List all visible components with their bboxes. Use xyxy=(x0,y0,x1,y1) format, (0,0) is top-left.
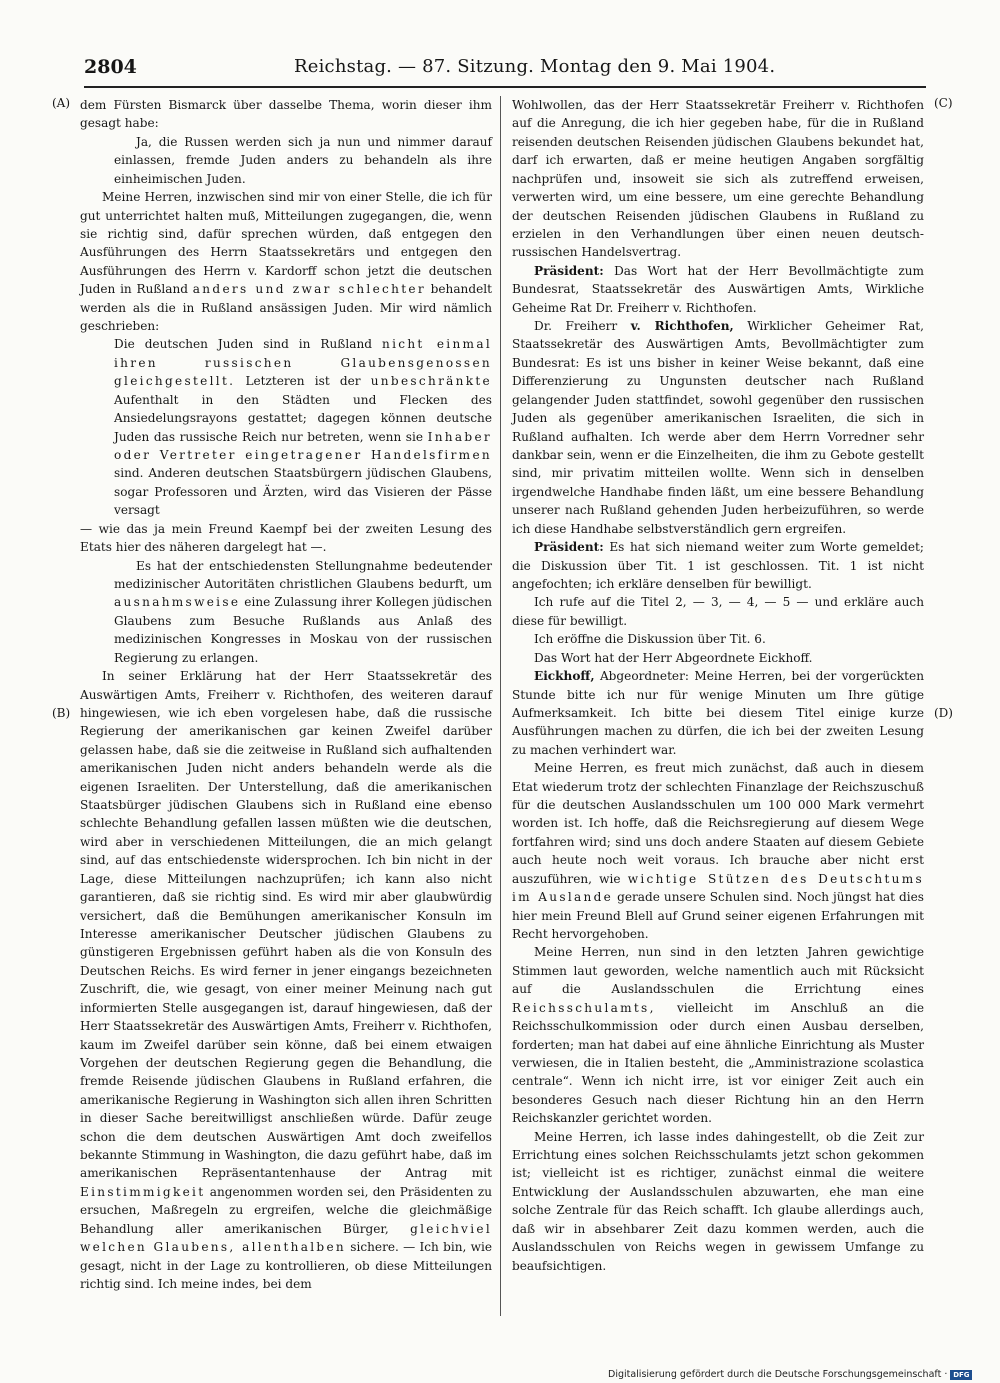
paragraph: Meine Herren, es freut mich zunächst, daß auch in diesem Etat wiederum trotz der schlechten Finanzlage der Reichszuschuß für die deutschen Auslandsschulen um 100 000 Mark vermehrt worden ist. Ich hoffe, daß die Reichsregierung auf diesem Wege fortfahren wird; sind uns doch andere Staaten auf diesem Gebiete auch heute noch weit voraus. Ich brauche aber nicht erst auszuführen, wie wichtige Stützen des Deutschtums im Auslande gerade unsere Schulen sind. Noch jüngst hat dies hier mein Freund Blell auf Grund seiner eigenen Erfahrungen mit Recht hervorgehoben. xyxy=(512,761,924,941)
margin-mark-a: (A) xyxy=(52,96,71,110)
left-column xyxy=(80,96,492,1293)
emphasis: unbeschränkte xyxy=(370,374,492,389)
column-divider xyxy=(500,96,501,1316)
margin-mark-b: (B) xyxy=(52,706,71,720)
paragraph: Präsident: Es hat sich niemand weiter zum Worte gemeldet; die Diskussion über Tit. 1 ist geschlossen. Tit. 1 ist nicht angefochten; ich erkläre denselben für bewilligt. xyxy=(512,540,924,591)
paragraph: Präsident: Das Wort hat der Herr Bevollmächtigte zum Bundesrat, Staatssekretär des Auswärtigen Amts, Wirkliche Geheime Rat Dr. Freiherr v. Richthofen. xyxy=(512,263,924,315)
speaker-name: Präsident: xyxy=(534,540,604,555)
paragraph: Das Wort hat der Herr Abgeordnete Eickhoff. xyxy=(534,650,813,665)
dfg-logo-icon: DFG xyxy=(950,1370,972,1380)
paragraph: Ich eröffne die Diskussion über Tit. 6. xyxy=(534,632,766,647)
margin-mark-c: (C) xyxy=(934,96,953,110)
running-head: Reichstag. — 87. Sitzung. Montag den 9. Mai 1904. xyxy=(294,56,776,77)
quotation: Die deutschen Juden sind in Rußland nicht einmal ihren russischen Glaubensgenossen gleichgestellt. Letzteren ist der unbeschränkte Aufenthalt in den Städten und Flecken des Ansiedelungsrayons gestattet; dagegen können deutsche Juden das russische Reich nur betreten, wenn sie Inhaber oder Vertreter eingetragener Handelsfirmen sind. Anderen deutschen Staatsbürgern jüdischen Glaubens, sogar Professoren und Ärzten, wird das Visieren der Pässe versagt xyxy=(114,337,492,518)
paragraph: Ich rufe auf die Titel 2, — 3, — 4, — 5 — und erkläre auch diese für bewilligt. xyxy=(512,595,924,628)
emphasis: ausnahmsweise xyxy=(114,595,241,610)
paragraph: Wohlwollen, das der Herr Staatssekretär Freiherr v. Richthofen auf die Anregung, die ich hier gegeben habe, für die in Rußland reisenden deutschen Reisenden jüdischen Glaubens bekundet hat, darf ich erwarten, daß er meine heutigen Angaben sorgfältig nachprüfen und, insoweit sie sich als zutreffend erweisen, verwerten wird, um eine bessere, um eine gerechte Behandlung der deutschen Reisenden jüdischen Glaubens in Rußland zu erzielen in den Verhandlungen über einen neuen deutsch-russischen Handelsvertrag. xyxy=(512,98,924,260)
right-column xyxy=(512,96,924,1275)
emphasis: Reichsschulamts, xyxy=(512,1000,656,1015)
paragraph: Dr. Freiherr v. Richthofen, Wirklicher Geheimer Rat, Staatssekretär des Auswärtigen Amts, Bevollmächtigter zum Bundesrat: Es ist uns bisher in keiner Weise bekannt, daß eine Differenzierung zu Ungunsten deutscher nach Rußland gelangender Juden stattfindet, sowohl gegenüber den russischen Juden als gegenüber amerikanischen Israeliten, die sich in Rußland aufhalten. Ich werde aber dem Herrn Vorredner sehr dankbar sein, wenn er die Einzelheiten, die ihm zu Gebote gestellt sind, mir privatim mitteilen wollte. Wenn sich in denselben irgendwelche Handhabe finden läßt, um eine bessere Behandlung unserer nach Rußland gehenden Juden herbeizuführen, so werde ich diese Handhabe selbstverständlich gern ergreifen. xyxy=(512,319,924,536)
paragraph: Meine Herren, ich lasse indes dahingestellt, ob die Zeit zur Errichtung eines solchen Reichsschulamts jetzt schon gekommen ist; vielleicht ist es richtiger, zunächst einmal die weitere Entwicklung der Auslandsschulen abzuwarten, ehe man eine solche Zentrale für das Reich schafft. Ich glaube allerdings auch, daß wir in absehbarer Zeit dazu kommen werden, auch die Auslandsschulen von Reichs wegen in gewissem Umfange zu beaufsichtigen. xyxy=(512,1129,924,1273)
speaker-name: Präsident: xyxy=(534,263,604,278)
digitization-credit: Digitalisierung gefördert durch die Deutsche Forschungsgemeinschaft · DFG xyxy=(608,1369,972,1380)
margin-mark-d: (D) xyxy=(934,706,953,720)
emphasis: wichtige Stützen des Deutschtums im Auslande xyxy=(512,871,924,905)
paragraph: Meine Herren, inzwischen sind mir von einer Stelle, die ich für gut unterrichtet halten muß, Mitteilungen zugegangen, die, wenn sie richtig sind, dafür sprechen würden, daß entgegen den Ausführungen des Herrn Staatssekretärs und entgegen den Ausführungen des Herrn v. Kardorff schon jetzt die deutschen Juden in Rußland anders und zwar schlechter behandelt werden als die in Rußland ansässigen Juden. Mir wird nämlich geschrieben: xyxy=(80,190,492,334)
paragraph: In seiner Erklärung hat der Herr Staatssekretär des Auswärtigen Amts, Freiherr v. Richthofen, des weiteren darauf hingewiesen, wie ich eben vorgelesen habe, daß die russische Regierung der amerikanischen gar keinen Zweifel darüber gelassen habe, daß sie die zeitweise in Rußland sich aufhaltenden amerikanischen Juden nicht anders behandeln werde als die eigenen Israeliten. Der Unterstellung, daß die amerikanischen Staatsbürger jüdischen Glaubens sich in Rußland eine ebenso schlechte Behandlung gefallen lassen müßten wie die deutschen, wird aber in verschiedenen Mitteilungen, die an mich gelangt sind, auf das entschiedenste widersprochen. Ich bin nicht in der Lage, diese Mitteilungen nachzuprüfen; ich kann also nicht garantieren, daß sie richtig sind. Es wird mir aber glaubwürdig versichert, daß die Bemühungen amerikanischer Konsuln im Interesse amerikanischer Deutscher jüdischen Glaubens zu günstigeren Ergebnissen geführt haben als die von Konsuln des Deutschen Reichs. Es wird ferner in jener eingangs bezeichneten Zuschrift, die, wie gesagt, von einer meiner Meinung nach gut informierten Stelle ausgegangen ist, darauf hingewiesen, daß der Herr Staatssekretär des Auswärtigen Amts, Freiherr v. Richthofen, kaum im Zweifel darüber sein könne, daß bei einem etwaigen Vorgehen der deutschen Regierung gegen die Behandlung, die fremde Reisende jüdischen Glaubens in Rußland erfahren, die amerikanische Regierung in Washington sich allen ihren Schritten in dieser Sache bereitwilligst anschließen würde. Dafür zeuge schon die dem deutschen Auswärtigen Amt doch zweifellos bekannte Stimmung in Washington, die dazu geführt habe, daß im amerikanischen Repräsentantenhause der Antrag mit Einstimmigkeit angenommen worden sei, den Präsidenten zu ersuchen, Maßregeln zu ergreifen, welche die gleichmäßige Behandlung aller amerikanischen Bürger, gleichviel welchen Glaubens, allenthalben sichere. — Ich bin, wie gesagt, nicht in der Lage zu kontrollieren, ob diese Mitteilungen richtig sind. Ich meine indes, bei dem xyxy=(80,669,492,1291)
emphasis: Einstimmigkeit xyxy=(80,1184,206,1199)
speaker-name: v. Richthofen, xyxy=(630,319,734,334)
header-rule xyxy=(84,86,926,88)
paragraph: dem Fürsten Bismarck über dasselbe Thema, worin dieser ihm gesagt habe: xyxy=(80,98,492,131)
emphasis: gleichviel welchen Glaubens, allenthalben xyxy=(80,1221,492,1255)
paragraph: Eickhoff, Abgeordneter: Meine Herren, bei der vorgerückten Stunde bitte ich nur für wenige Minuten um Ihre gütige Aufmerksamkeit. Ich bitte bei diesem Titel einige kurze Ausführungen machen zu dürfen, die ich bei der zweiten Lesung zu machen verhindert war. xyxy=(512,669,924,757)
paragraph: Meine Herren, nun sind in den letzten Jahren gewichtige Stimmen laut geworden, welche namentlich auch mit Rücksicht auf die Auslandsschulen die Errichtung eines Reichsschulamts, vielleicht im Anschluß an die Reichsschulkommission oder durch einen Ausbau derselben, forderten; man hat dabei auf eine ähnliche Einrichtung als Muster verwiesen, die in Italien besteht, die „Amministrazione scolastica centrale“. Wenn ich nicht irre, ist vor einiger Zeit auch ein besonderes Gesuch nach dieser Richtung hin an den Herrn Reichskanzler gerichtet worden. xyxy=(512,945,924,1126)
paragraph: — wie das ja mein Freund Kaempf bei der zweiten Lesung des Etats hier des näheren dargelegt hat —. xyxy=(80,521,492,555)
speaker-name: Eickhoff, xyxy=(534,669,595,684)
quotation: Es hat der entschiedensten Stellungnahme bedeutender medizinischer Autoritäten christlichen Glaubens bedurft, um ausnahmsweise eine Zulassung ihrer Kollegen jüdischen Glaubens zum Besuche Rußlands aus Anlaß des medizinischen Kongresses in Moskau von der russischen Regierung zu erlangen. xyxy=(114,558,492,665)
quotation: Ja, die Russen werden sich ja nun und nimmer darauf einlassen, fremde Juden anders zu behandeln als ihre einheimischen Juden. xyxy=(114,134,492,186)
page-number: 2804 xyxy=(84,56,137,78)
emphasis: Inhaber oder Vertreter eingetragener Handelsfirmen xyxy=(114,429,492,463)
emphasis: anders und zwar schlechter xyxy=(192,282,426,297)
emphasis: nicht einmal ihren russischen Glaubensgenossen gleichgestellt. xyxy=(114,337,492,389)
page-header xyxy=(84,56,924,80)
